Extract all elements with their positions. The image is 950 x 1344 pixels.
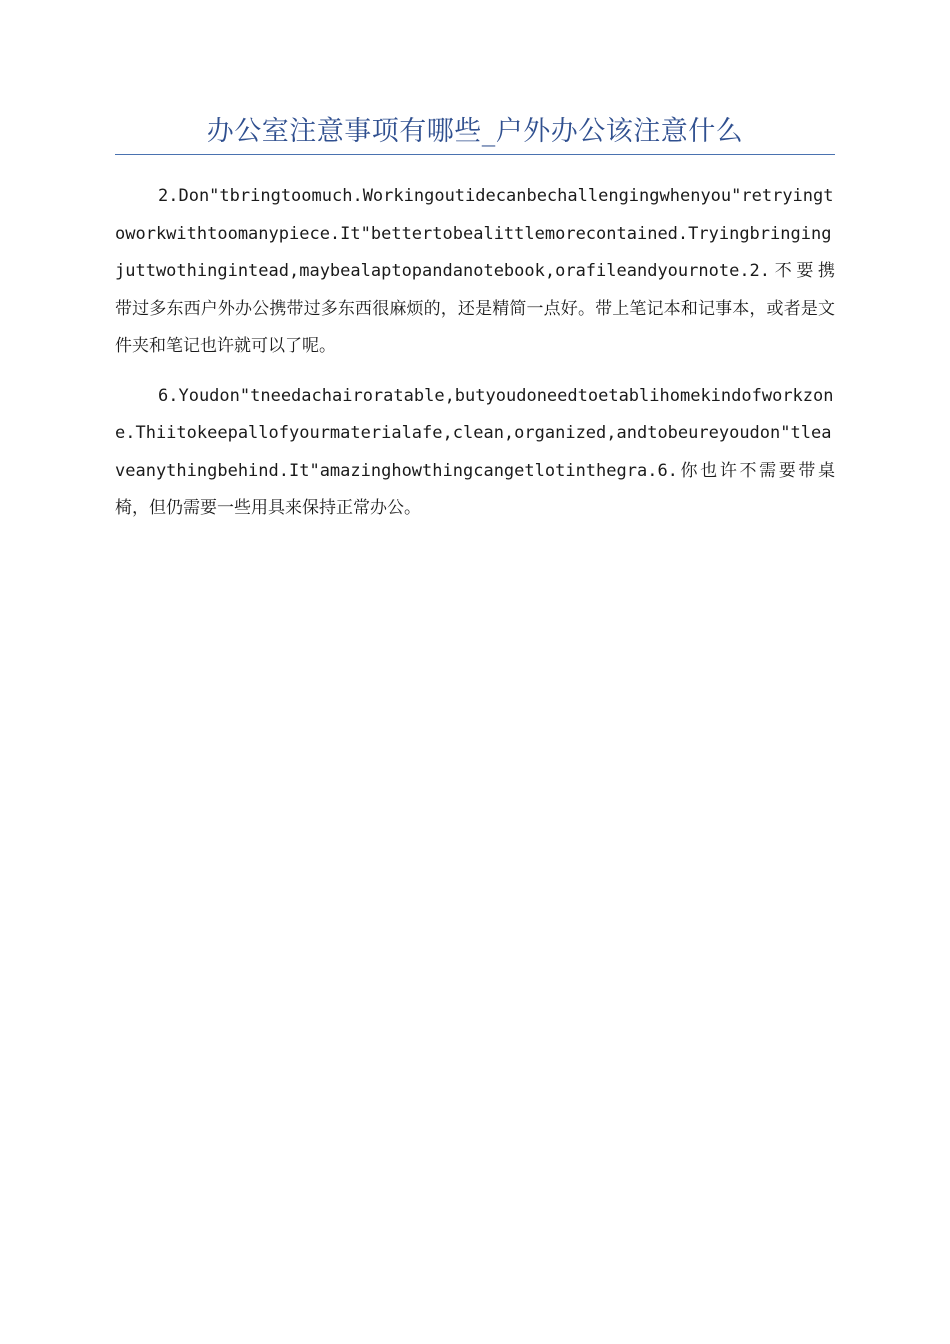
paragraph-bring-less: 2.Don"tbringtoomuch.Workingoutidecanbechallengingwhenyou"retryingtoworkwithtoomanypiece.It"bettertobealittlemorecontained.Tryingbringingjuttwothingintead,maybealaptopandanotebook,orafileandyournote.2.不要携带过多东西户外办公携带过多东西很麻烦的，还是精简一点好。带上笔记本和记事本，或者是文件夹和笔记也许就可以了呢。: [115, 186, 835, 356]
document-body: [115, 178, 835, 540]
document-title: 办公室注意事项有哪些_户外办公该注意什么: [206, 116, 744, 147]
paragraph-work-zone: 6.Youdon"tneedachairoratable,butyoudoneedtoetablihomekindofworkzone.Thiitokeepallofyourmaterialafe,clean,organized,andtobeureyoudon"tleaveanythingbehind.It"amazinghowthingcangetlotinthegra.6.你也许不需要带桌椅，但仍需要一些用具来保持正常办公。: [115, 385, 835, 518]
title-underline: [115, 154, 835, 155]
